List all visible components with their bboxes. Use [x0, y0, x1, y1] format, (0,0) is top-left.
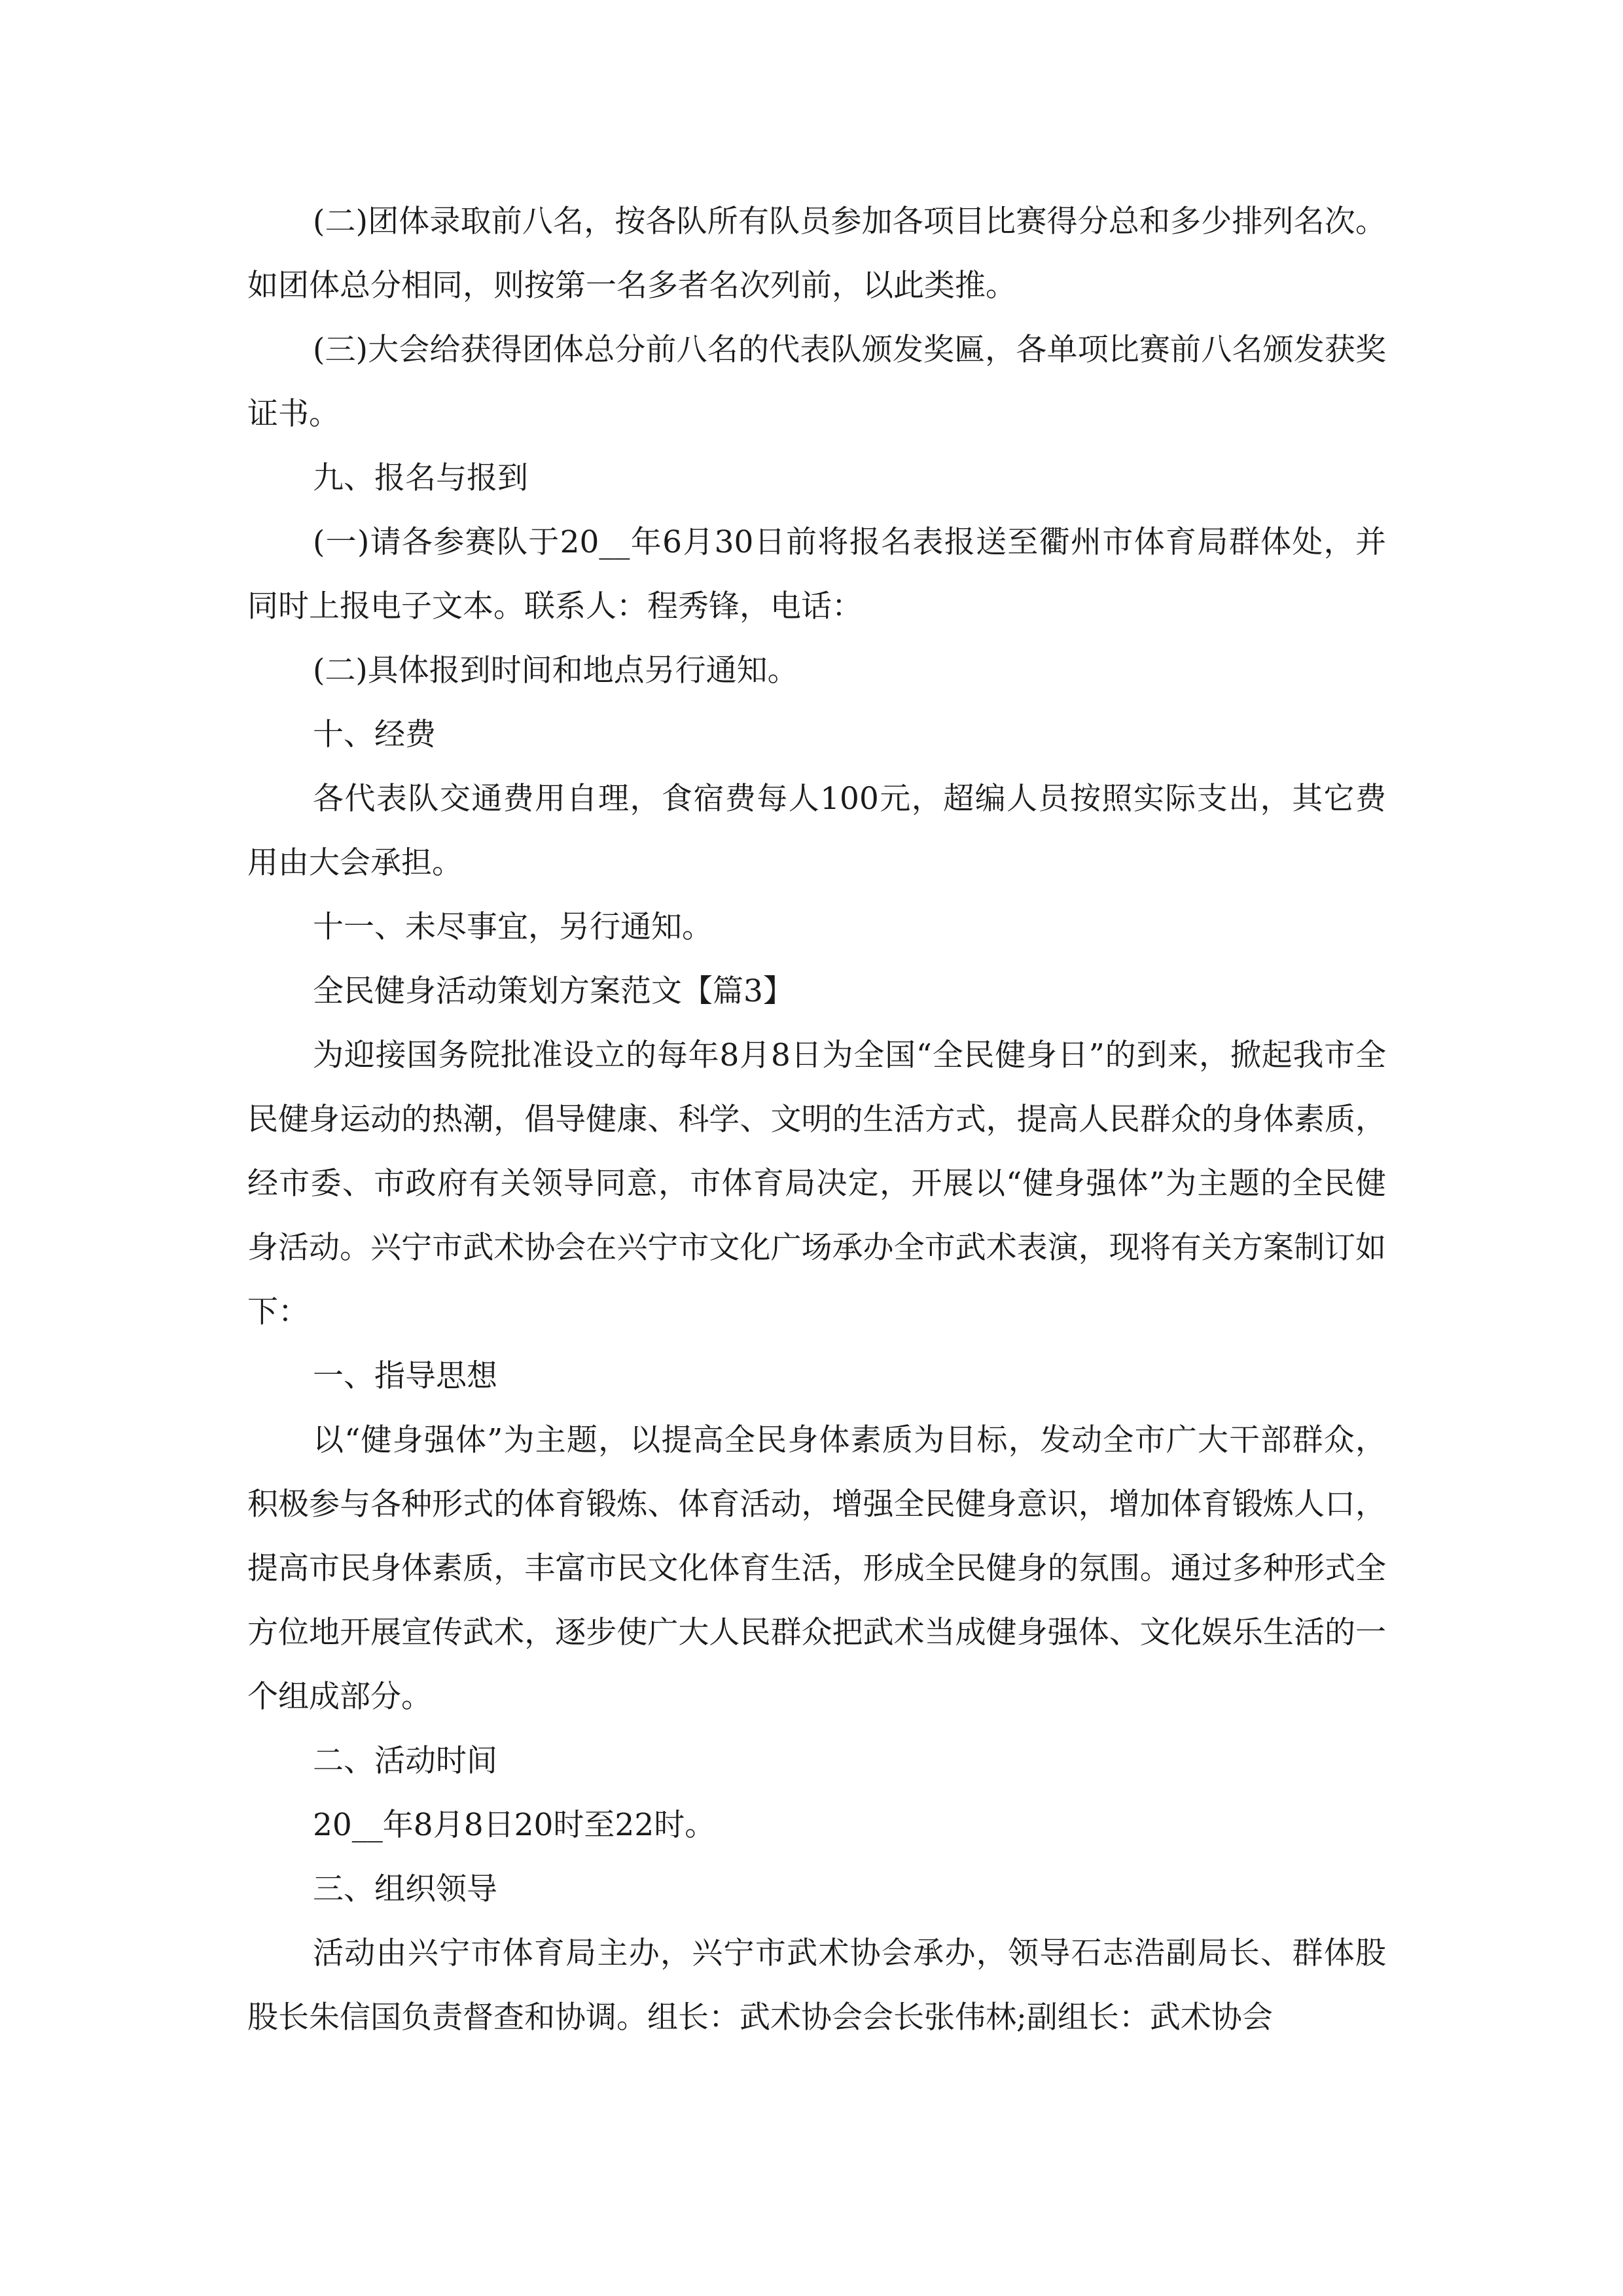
paragraph-guiding-ideology: 以“健身强体”为主题，以提高全民身体素质为目标，发动全市广大干部群众，积极参与各种形式的体育锻炼、体育活动，增强全民健身意识，增加体育锻炼人口，提高市民身体素质，丰富市民文化体育生活，形成全民健身的氛围。通过多种形式全方位地开展宣传武术，逐步使广大人民群众把武术当成健身强体、文化娱乐生活的一个组成部分。: [247, 1422, 1386, 1715]
heading-article-3: 全民健身活动策划方案范文【篇3】: [313, 973, 794, 1009]
paragraph-introduction: 为迎接国务院批准设立的每年8月8日为全国“全民健身日”的到来，掀起我市全民健身运动的热潮，倡导健康、科学、文明的生活方式，提高人民群众的身体素质，经市委、市政府有关领导同意，市体育局决定，开展以“健身强体”为主题的全民健身活动。兴宁市武术协会在兴宁市文化广场承办全市武术表演，现将有关方案制订如下：: [247, 1037, 1386, 1330]
document-page: [247, 190, 1386, 2050]
heading-activity-time: 二、活动时间: [313, 1743, 497, 1779]
heading-guiding-ideology: 一、指导思想: [313, 1358, 497, 1394]
heading-registration: 九、报名与报到: [313, 460, 528, 496]
heading-expenses: 十、经费: [313, 717, 436, 753]
paragraph-team-ranking: (二)团体录取前八名，按各队所有队员参加各项目比赛得分总和多少排列名次。如团体总分相同，则按第一名多者名次列前，以此类推。: [247, 204, 1386, 304]
heading-organization: 三、组织领导: [313, 1871, 497, 1907]
paragraph-activity-time: 20__年8月8日20时至22时。: [313, 1807, 716, 1843]
paragraph-check-in: (二)具体报到时间和地点另行通知。: [313, 653, 798, 689]
paragraph-organization: 活动由兴宁市体育局主办，兴宁市武术协会承办，领导石志浩副局长、群体股股长朱信国负责督查和协调。组长：武术协会会长张伟林;副组长：武术协会: [247, 1935, 1386, 2036]
paragraph-registration-deadline: (一)请各参赛队于20__年6月30日前将报名表报送至衢州市体育局群体处，并同时上报电子文本。联系人：程秀锋，电话：: [247, 524, 1386, 624]
paragraph-awards: (三)大会给获得团体总分前八名的代表队颁发奖匾，各单项比赛前八名颁发获奖证书。: [247, 332, 1386, 432]
heading-other-matters: 十一、未尽事宜，另行通知。: [313, 909, 713, 945]
paragraph-expenses: 各代表队交通费用自理，食宿费每人100元，超编人员按照实际支出，其它费用由大会承担。: [247, 781, 1386, 881]
